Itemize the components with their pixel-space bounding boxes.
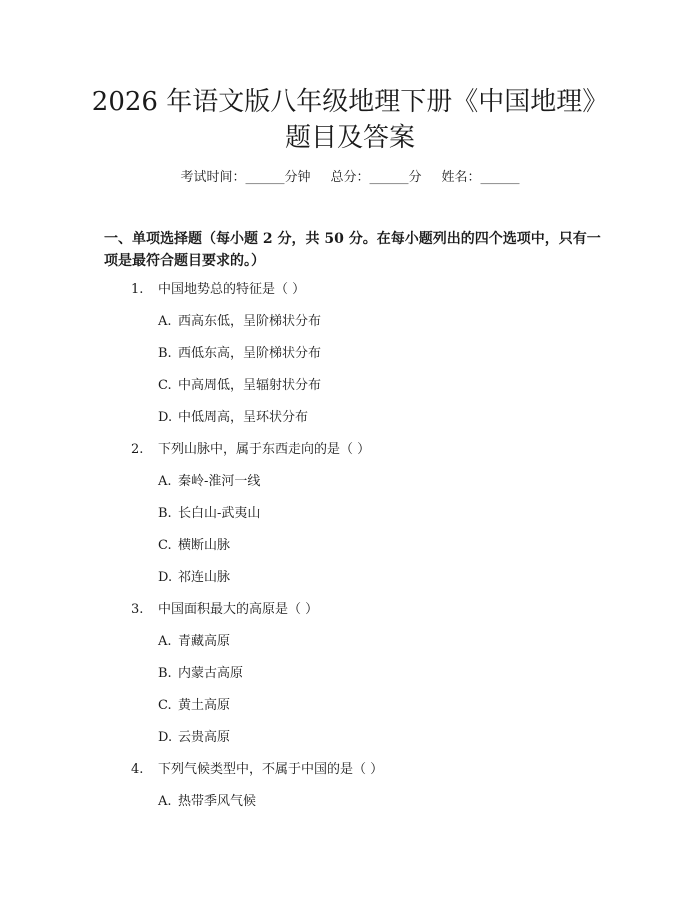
option-text: 西低东高，呈阶梯状分布 [178, 346, 322, 361]
question-1-option-a [158, 312, 321, 332]
total-score-field: 总分：______分 [330, 170, 422, 185]
question-number: 2. [131, 442, 144, 457]
question-4-option-a [158, 792, 256, 812]
option-letter: B. [158, 666, 172, 681]
option-letter: A. [158, 474, 172, 489]
question-2-option-b [158, 504, 260, 524]
question-3-option-b [158, 664, 243, 684]
option-letter: A. [158, 314, 172, 329]
option-letter: A. [158, 794, 172, 809]
option-letter: B. [158, 506, 172, 521]
option-text: 秦岭-淮河一线 [178, 474, 261, 489]
option-text: 黄土高原 [178, 698, 231, 713]
question-number: 1. [131, 282, 144, 297]
question-2-option-c [158, 536, 230, 556]
question-3-option-c [158, 696, 230, 716]
option-letter: D. [158, 730, 173, 745]
question-1-option-c [158, 376, 321, 396]
question-text: 下列气候类型中，不属于中国的是（ ） [158, 762, 384, 777]
question-number: 3. [131, 602, 144, 617]
page-title-line1: 2026 年语文版八年级地理下册《中国地理》 [91, 87, 609, 117]
option-text: 横断山脉 [178, 538, 231, 553]
option-text: 云贵高原 [178, 730, 231, 745]
option-letter: C. [158, 378, 172, 393]
option-text: 西高东低，呈阶梯状分布 [178, 314, 322, 329]
section-heading: 一、单项选择题（每小题 2 分，共 50 分。在每小题列出的四个选项中，只有一项是最符合题目要求的。） [104, 231, 601, 269]
question-text: 下列山脉中，属于东西走向的是（ ） [158, 442, 371, 457]
question-1-option-d [158, 408, 308, 428]
question-1 [131, 280, 305, 300]
question-3 [131, 600, 318, 620]
option-letter: C. [158, 538, 172, 553]
option-text: 内蒙古高原 [178, 666, 244, 681]
exam-time-field: 考试时间：______分钟 [180, 170, 311, 185]
option-text: 中高周低，呈辐射状分布 [178, 378, 322, 393]
option-letter: D. [158, 410, 173, 425]
option-letter: A. [158, 634, 172, 649]
student-name-field: 姓名：______ [441, 170, 520, 185]
option-letter: D. [158, 570, 173, 585]
option-text: 中低周高，呈环状分布 [178, 410, 309, 425]
option-text: 青藏高原 [178, 634, 231, 649]
question-1-option-b [158, 344, 321, 364]
option-text: 祁连山脉 [178, 570, 231, 585]
question-3-option-a [158, 632, 230, 652]
question-3-option-d [158, 728, 230, 748]
page-title-line2: 题目及答案 [284, 123, 415, 153]
question-2-option-a [158, 472, 260, 492]
option-letter: C. [158, 698, 172, 713]
option-text: 长白山-武夷山 [178, 506, 261, 521]
question-2-option-d [158, 568, 230, 588]
question-text: 中国面积最大的高原是（ ） [158, 602, 319, 617]
question-4 [131, 760, 383, 780]
option-letter: B. [158, 346, 172, 361]
option-text: 热带季风气候 [178, 794, 257, 809]
exam-meta [0, 168, 700, 188]
question-number: 4. [131, 762, 144, 777]
question-text: 中国地势总的特征是（ ） [158, 282, 306, 297]
question-2 [131, 440, 370, 460]
